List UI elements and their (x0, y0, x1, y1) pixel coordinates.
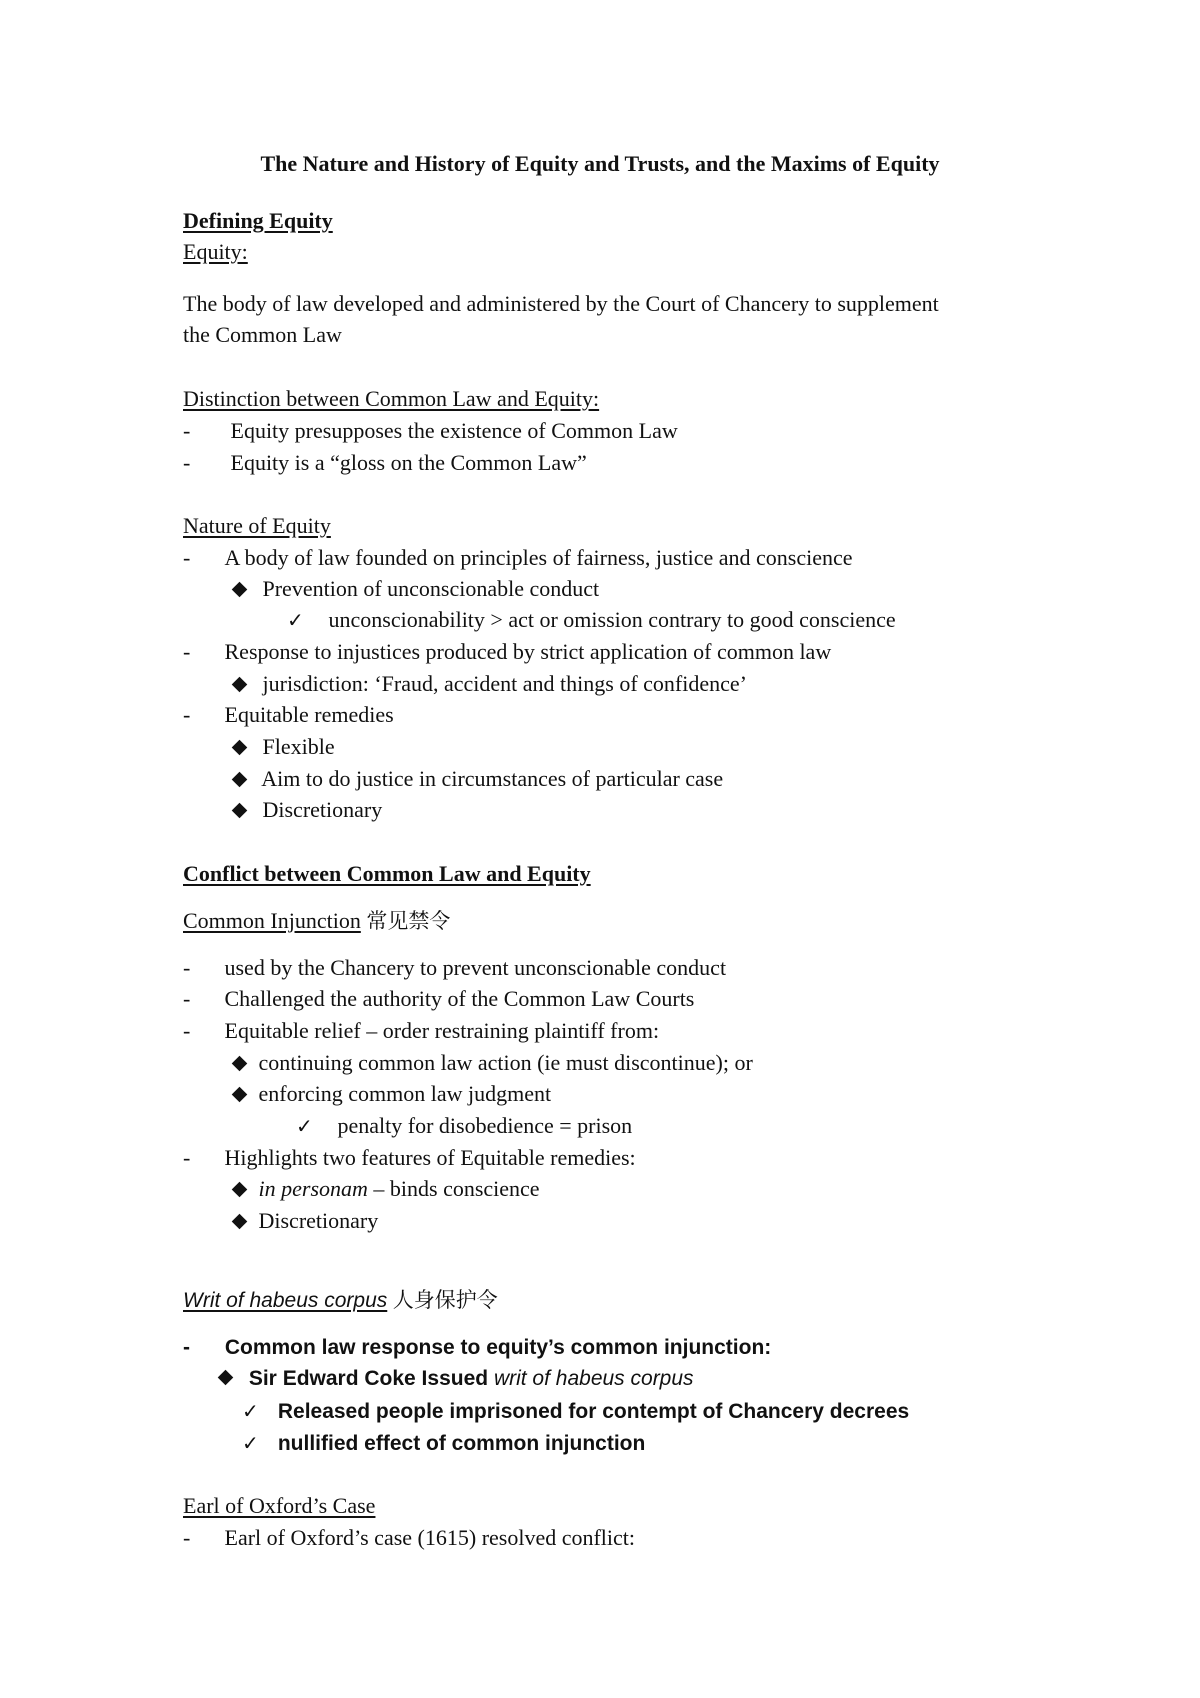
diamond-bullet-icon (232, 582, 248, 598)
dash-bullet: - (183, 418, 191, 443)
list-item: ✓ Released people imprisoned for contempt of Chancery decrees (242, 1399, 910, 1423)
list-item: Discretionary (232, 796, 382, 824)
diamond-bullet-icon (232, 740, 248, 756)
list-item: - Equitable relief – order restraining plaintiff from: (183, 1018, 660, 1043)
diamond-bullet-icon (232, 1182, 248, 1198)
checkmark-icon: ✓ (242, 1399, 259, 1423)
dash-bullet: - (183, 702, 191, 727)
list-item: - Common law response to equity’s common injunction: (183, 1334, 771, 1362)
checkmark-icon: ✓ (242, 1431, 259, 1455)
list-item: - Earl of Oxford’s case (1615) resolved conflict: (183, 1525, 636, 1550)
diamond-bullet-icon (232, 803, 248, 819)
list-item: - A body of law founded on principles of fairness, justice and conscience (183, 545, 853, 570)
writ-heading: Writ of habeus corpus 人身保护令 (183, 1289, 498, 1312)
diamond-bullet-icon (232, 1087, 248, 1103)
dash-bullet: - (183, 1336, 190, 1359)
diamond-bullet-icon (232, 677, 248, 693)
list-item: Sir Edward Coke Issued writ of habeus corpus (218, 1365, 694, 1393)
list-item: ✓ penalty for disobedience = prison (296, 1113, 633, 1138)
list-item: Aim to do justice in circumstances of particular case (232, 765, 723, 793)
list-item: - Equity presupposes the existence of Common Law (183, 418, 678, 443)
checkmark-icon: ✓ (296, 1114, 313, 1138)
list-item: in personam – binds conscience (232, 1175, 540, 1203)
nature-heading: Nature of Equity (183, 513, 331, 538)
list-item: ✓ unconscionability > act or omission contrary to good conscience (287, 607, 896, 632)
list-item: - Response to injustices produced by strict application of common law (183, 639, 832, 664)
list-item: Discretionary (232, 1207, 378, 1235)
list-item: - used by the Chancery to prevent unconscionable conduct (183, 955, 727, 980)
equity-label: Equity: (183, 239, 248, 264)
dash-bullet: - (183, 1525, 191, 1550)
dash-bullet: - (183, 545, 191, 570)
list-item: continuing common law action (ie must discontinue); or (232, 1049, 753, 1077)
equity-definition-line-1: The body of law developed and administered by the Court of Chancery to supplement (183, 291, 939, 316)
diamond-bullet-icon (218, 1370, 234, 1386)
dash-bullet: - (183, 639, 191, 664)
common-injunction-heading: Common Injunction 常见禁令 (183, 908, 451, 933)
list-item: jurisdiction: ‘Fraud, accident and things of confidence’ (232, 670, 747, 698)
list-item: Flexible (232, 733, 335, 761)
list-item: enforcing common law judgment (232, 1080, 551, 1108)
document-title: The Nature and History of Equity and Trusts, and the Maxims of Equity (260, 151, 940, 176)
distinction-heading: Distinction between Common Law and Equity: (183, 386, 600, 411)
diamond-bullet-icon (232, 1214, 248, 1230)
section-heading-conflict: Conflict between Common Law and Equity (183, 861, 591, 886)
section-heading-defining-equity: Defining Equity (183, 208, 333, 233)
list-item: Prevention of unconscionable conduct (232, 575, 599, 603)
earl-of-oxford-heading: Earl of Oxford’s Case (183, 1493, 376, 1518)
diamond-bullet-icon (232, 772, 248, 788)
dash-bullet: - (183, 986, 191, 1011)
equity-definition-line-2: the Common Law (183, 322, 342, 347)
dash-bullet: - (183, 450, 191, 475)
list-item: - Highlights two features of Equitable remedies: (183, 1145, 636, 1170)
list-item: - Equitable remedies (183, 702, 394, 727)
diamond-bullet-icon (232, 1056, 248, 1072)
dash-bullet: - (183, 955, 191, 980)
list-item: ✓ nullified effect of common injunction (242, 1431, 646, 1455)
list-item: - Equity is a “gloss on the Common Law” (183, 450, 587, 475)
dash-bullet: - (183, 1145, 191, 1170)
dash-bullet: - (183, 1018, 191, 1043)
list-item: - Challenged the authority of the Common Law Courts (183, 986, 695, 1011)
checkmark-icon: ✓ (287, 608, 304, 632)
